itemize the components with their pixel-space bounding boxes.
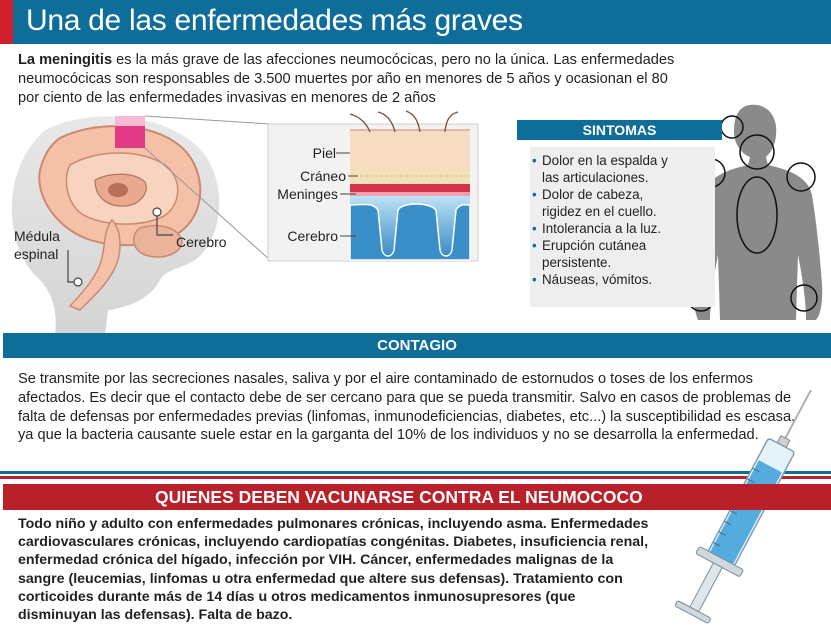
label-meninges: Meninges: [277, 186, 338, 202]
contagio-header: [3, 333, 831, 358]
title-bar: [0, 0, 831, 44]
label-skull: Cráneo: [300, 168, 346, 184]
label-brain-layer: Cerebro: [287, 228, 338, 244]
brain-illustration: [0, 110, 520, 335]
page-title: Una de las enfermedades más graves: [26, 4, 523, 37]
symptom-item: • Náuseas, vómitos.: [532, 272, 653, 287]
label-skin: Piel: [312, 145, 336, 161]
contagio-text: Se transmite por las secreciones nasales, saliva y por el aire contaminado de estornudos o toses de los enfermos afectados. Es decir que el contacto debe de ser cercano para que se pueda transmitir. Salvo en casos de problemas de falta de defensas por enfermedades previas (linfomas, inmunodeficiencias, diabetes, etc...) la susceptibilidad es escasa, ya que la bacteria causante suele estar en la garganta del 10% de los individuos y no se desarrolla la enfermedad.: [18, 371, 796, 444]
intro-paragraph: [18, 51, 678, 108]
symptom-item: • Erupción cutánea persistente.: [532, 238, 647, 270]
vaccination-title: QUIENES DEBEN VACUNARSE CONTRA EL NEUMOCOCO: [155, 487, 643, 507]
vaccination-header: [3, 484, 831, 510]
symptom-item: • Dolor de cabeza, rigidez en el cuello.: [532, 187, 657, 219]
syringe-illustration: [660, 390, 831, 638]
symptoms-list: [532, 152, 668, 288]
label-cerebrum: Cerebro: [176, 234, 227, 250]
symptoms-title: SINTOMAS: [517, 120, 722, 140]
intro-text: es la más grave de las afecciones neumocócicas, pero no la única. Las enfermedades neumocócicas son responsables de 3.500 muertes por año en menores de 5 años y ocasionan el 80 por ciento de las enfermedades invasivas en menores de 2 años: [18, 52, 675, 106]
tissue-layers: [350, 111, 470, 260]
label-spinal-1: Médula: [14, 228, 60, 244]
title-accent: [0, 0, 13, 44]
symptom-item: • Intolerancia a la luz.: [532, 221, 662, 236]
contagio-title: CONTAGIO: [377, 337, 457, 354]
symptom-item: • Dolor en la espalda y las articulaciones.: [532, 153, 668, 185]
cerebellum: [134, 226, 182, 257]
label-spinal-2: espinal: [14, 246, 59, 262]
intro-bold: La meningitis: [18, 52, 113, 68]
vaccination-text: Todo niño y adulto con enfermedades pulmonares crónicas, incluyendo asma. Enfermedades cardiovasculares crónicas, incluyendo cardiopatías congénitas. Diabetes, insuficiencia renal, enfermedad crónica del hígado, infección por VIH. Cáncer, enfermedades malignas de la sangre (leucemias, linfomas u otra enfermedad que altere sus defensas). Tratamiento con corticoides durante más de 14 días u otros medicamentos inmunosupresores (que disminuyan las defensas). Falta de bazo.: [18, 516, 649, 624]
